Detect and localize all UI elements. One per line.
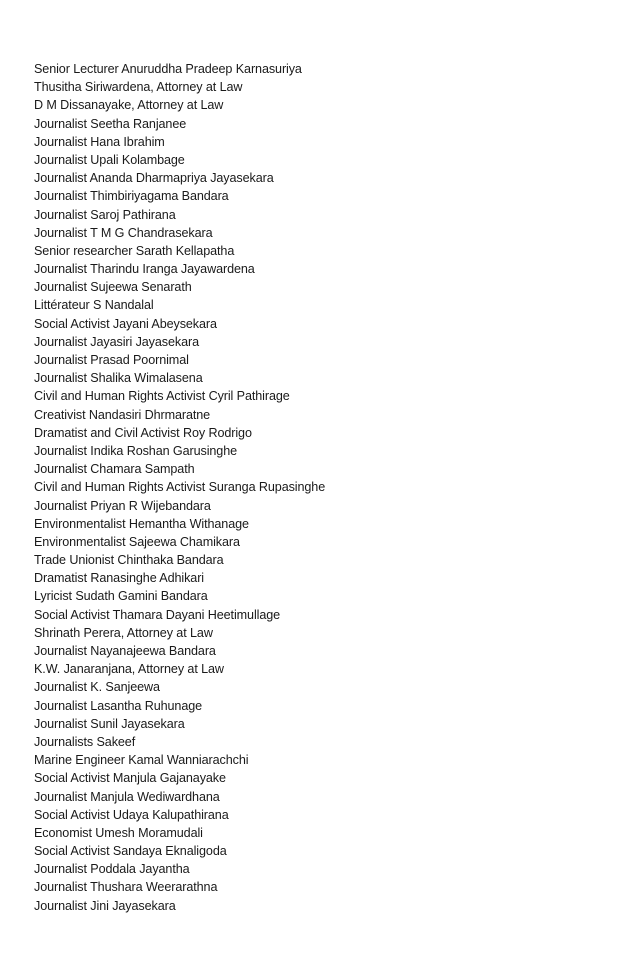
signatory-item: Journalists Sakeef <box>34 734 136 749</box>
signatory-item: Journalist Ananda Dharmapriya Jayasekara <box>34 171 274 186</box>
signatory-item: Journalist Thimbiriyagama Bandara <box>34 189 229 204</box>
signatory-item: Civil and Human Rights Activist Cyril Pathirage <box>34 389 290 404</box>
signatory-item: Journalist Lasantha Ruhunage <box>34 698 203 713</box>
signatory-item: Creativist Nandasiri Dhrmaratne <box>34 407 211 422</box>
signatory-item: Journalist K. Sanjeewa <box>34 680 160 695</box>
signatory-item: K.W. Janaranjana, Attorney at Law <box>34 662 224 677</box>
signatory-item: Journalist Thushara Weerarathna <box>34 880 218 895</box>
signatory-item: Lyricist Sudath Gamini Bandara <box>34 589 208 604</box>
signatory-item: Journalist Jayasiri Jayasekara <box>34 334 199 349</box>
signatory-item: Senior researcher Sarath Kellapatha <box>34 243 235 258</box>
signatory-item: Journalist Upali Kolambage <box>34 152 185 167</box>
signatory-item: Journalist Hana Ibrahim <box>34 134 165 149</box>
signatory-item: Senior Lecturer Anuruddha Pradeep Karnasuriya <box>34 62 302 76</box>
signatory-item: Journalist Jini Jayasekara <box>34 898 176 913</box>
signatory-item: Journalist Poddala Jayantha <box>34 862 190 877</box>
signatory-item: Environmentalist Hemantha Withanage <box>34 516 249 531</box>
signatory-item: Trade Unionist Chinthaka Bandara <box>34 553 224 568</box>
signatory-item: Journalist Priyan R Wijebandara <box>34 498 211 513</box>
signatory-item: Environmentalist Sajeewa Chamikara <box>34 534 240 549</box>
signatory-item: Dramatist and Civil Activist Roy Rodrigo <box>34 425 252 440</box>
signatory-item: Journalist Nayanajeewa Bandara <box>34 644 216 658</box>
signatory-item: Social Activist Jayani Abeysekara <box>34 316 217 331</box>
signatory-item: D M Dissanayake, Attorney at Law <box>34 98 224 113</box>
signatory-item: Journalist Manjula Wediwardhana <box>34 789 220 804</box>
signatory-item: Journalist T M G Chandrasekara <box>34 225 213 240</box>
signatory-item: Journalist Sujeewa Senarath <box>34 280 192 295</box>
signatory-item: Social Activist Sandaya Eknaligoda <box>34 844 227 859</box>
signatory-item: Journalist Indika Roshan Garusinghe <box>34 443 238 458</box>
signatory-item: Littérateur S Nandalal <box>34 298 154 313</box>
signatory-item: Dramatist Ranasinghe Adhikari <box>34 571 204 586</box>
signatory-item: Journalist Chamara Sampath <box>34 462 195 477</box>
signatory-item: Social Activist Udaya Kalupathirana <box>34 807 229 822</box>
signatory-item: Journalist Seetha Ranjanee <box>34 116 187 131</box>
signatory-item: Journalist Sunil Jayasekara <box>34 716 185 731</box>
signatory-item: Civil and Human Rights Activist Suranga Rupasinghe <box>34 480 326 495</box>
signatory-item: Journalist Tharindu Iranga Jayawardena <box>34 262 255 277</box>
signatory-item: Marine Engineer Kamal Wanniarachchi <box>34 753 249 768</box>
signatory-item: Journalist Shalika Wimalasena <box>34 371 203 386</box>
signatory-list <box>34 60 325 915</box>
signatory-item: Thusitha Siriwardena, Attorney at Law <box>34 80 243 95</box>
signatory-item: Social Activist Thamara Dayani Heetimullage <box>34 607 281 622</box>
signatory-item: Journalist Prasad Poornimal <box>34 353 189 367</box>
signatory-item: Journalist Saroj Pathirana <box>34 207 176 222</box>
signatory-item: Social Activist Manjula Gajanayake <box>34 771 226 786</box>
signatory-item: Shrinath Perera, Attorney at Law <box>34 625 213 640</box>
signatory-item: Economist Umesh Moramudali <box>34 825 203 840</box>
